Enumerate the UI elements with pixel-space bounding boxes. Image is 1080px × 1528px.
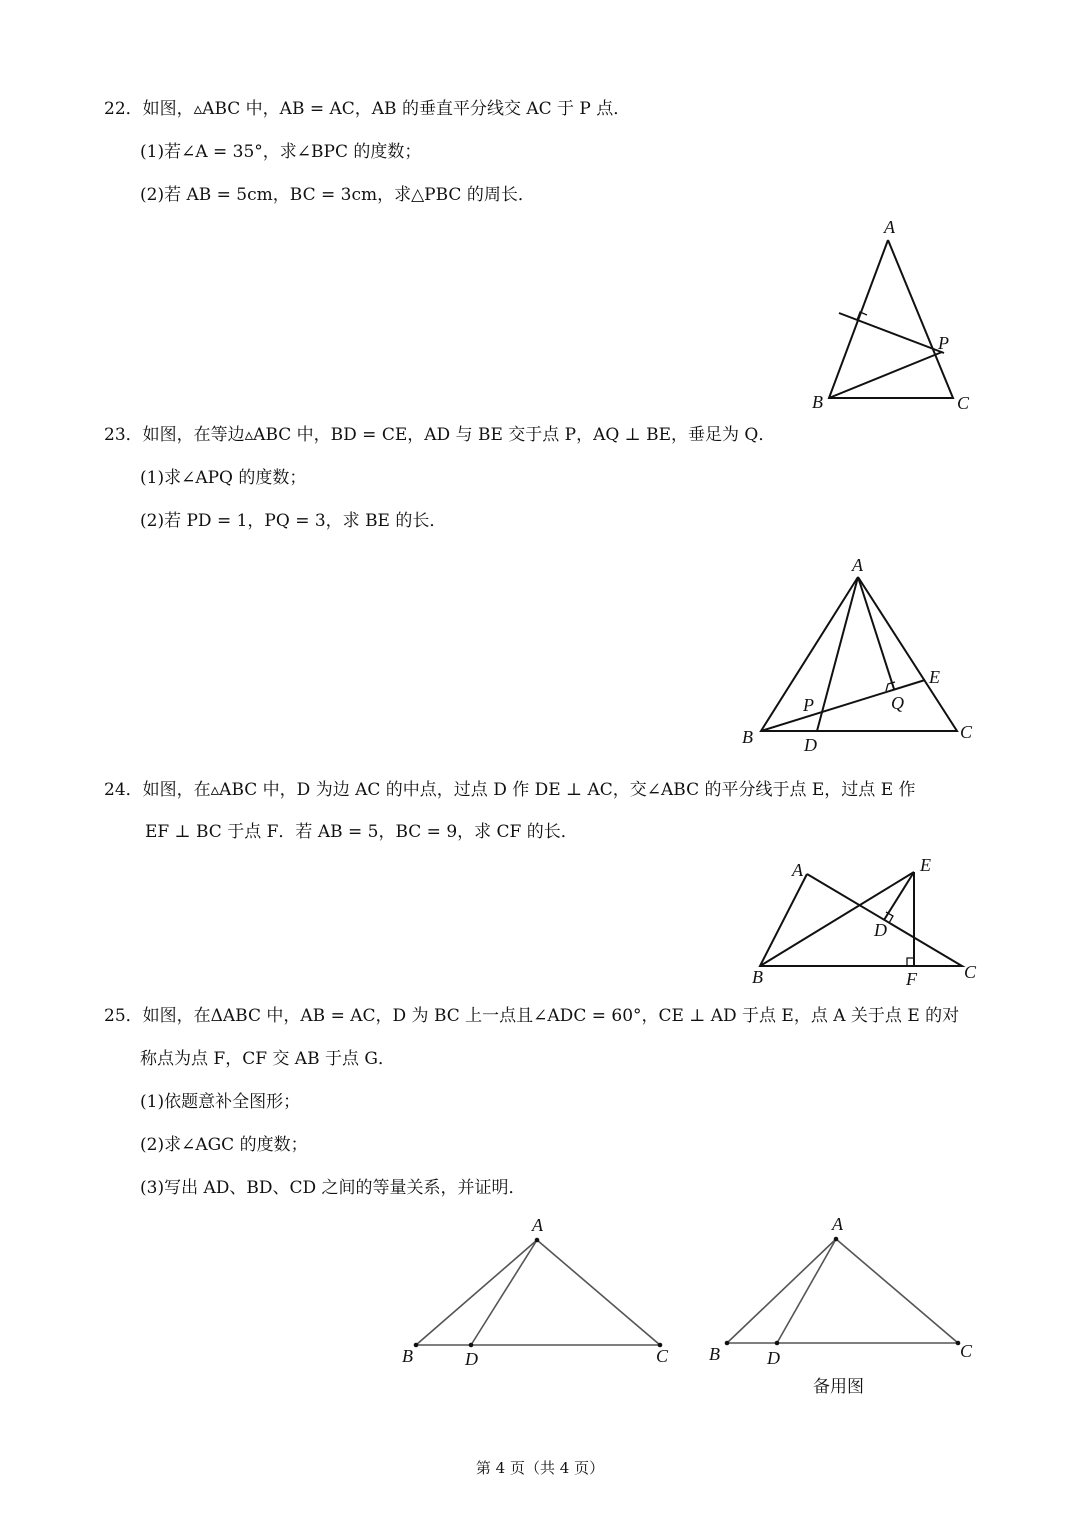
figure-25 <box>416 1240 660 1345</box>
fig22-label-b: B <box>812 392 823 412</box>
fig25b-dot-d <box>775 1341 780 1346</box>
problem-22-part-1: (1)若∠A = 35°，求∠BPC 的度数； <box>140 142 422 162</box>
fig23-label-b: B <box>742 727 753 747</box>
figure-24 <box>760 872 962 966</box>
fig24-label-c: C <box>964 962 977 982</box>
fig22-label-a: A <box>884 217 895 237</box>
fig24-label-d: D <box>874 920 887 940</box>
fig25-label-c: C <box>656 1346 669 1366</box>
fig25-vertex-dots <box>414 1238 663 1348</box>
fig23-triangle-abc <box>761 577 957 731</box>
page-footer: 第 4 页（共 4 页） <box>475 1459 605 1477</box>
fig25b-vertex-dots <box>725 1237 961 1346</box>
fig25-dot-b <box>414 1343 419 1348</box>
fig23-label-e: E <box>929 667 940 687</box>
fig23-label-c: C <box>960 722 973 742</box>
fig23-label-d: D <box>804 735 817 755</box>
fig25-label-a: A <box>532 1215 543 1235</box>
fig23-label-a: A <box>852 555 863 575</box>
fig23-segment-aq <box>858 577 894 689</box>
fig24-label-b: B <box>752 967 763 987</box>
fig25-label-d: D <box>465 1349 478 1369</box>
problem-22-part-2: (2)若 AB = 5cm，BC = 3cm，求△PBC 的周长． <box>140 185 535 205</box>
fig25b-segment-ad <box>777 1239 836 1343</box>
fig24-right-angle-mark-f <box>907 958 914 966</box>
figure-25-backup-labels <box>709 1214 973 1397</box>
problem-23-statement: 23．如图，在等边▵ABC 中，BD = CE，AD 与 BE 交于点 P，AQ ⊥ BE，垂足为 Q． <box>104 425 776 445</box>
problem-25-part-2: (2)求∠AGC 的度数； <box>140 1135 308 1155</box>
problem-25-statement: 25．如图，在ΔABC 中，AB = AC，D 为 BC 上一点且∠ADC = 60°，CE ⊥ AD 于点 E，点 A 关于点 E 的对 <box>104 1006 960 1026</box>
fig22-label-c: C <box>957 393 970 413</box>
fig24-label-a: A <box>792 860 803 880</box>
fig25b-label-a: A <box>832 1214 843 1234</box>
fig25b-triangle-abc <box>727 1239 958 1343</box>
figure-24-labels <box>752 855 977 989</box>
fig25-label-b: B <box>402 1346 413 1366</box>
problem-25-part-1: (1)依题意补全图形； <box>140 1092 301 1112</box>
figure-23 <box>761 577 957 731</box>
problem-24-statement: 24．如图，在▵ABC 中，D 为边 AC 的中点，过点 D 作 DE ⊥ AC，交∠ABC 的平分线于点 E，过点 E 作 <box>104 780 916 800</box>
fig23-label-p: P <box>803 695 814 715</box>
fig25-dot-a <box>535 1238 540 1243</box>
figure-25-backup <box>727 1239 958 1343</box>
fig22-label-p: P <box>938 333 949 353</box>
backup-figure-caption: 备用图 <box>813 1377 864 1397</box>
fig22-triangle-abc <box>829 240 953 398</box>
fig25b-label-d: D <box>767 1348 780 1368</box>
fig24-label-e: E <box>920 855 931 875</box>
problem-25-statement-cont: 称点为点 F，CF 交 AB 于点 G． <box>140 1049 395 1069</box>
fig25-dot-d <box>469 1343 474 1348</box>
fig24-triangle-abc <box>760 874 962 966</box>
fig25b-dot-b <box>725 1341 730 1346</box>
fig24-label-f: F <box>906 969 917 989</box>
problem-22-statement: 22．如图，▵ABC 中，AB = AC，AB 的垂直平分线交 AC 于 P 点． <box>104 99 631 119</box>
fig25b-label-b: B <box>709 1344 720 1364</box>
figure-22 <box>829 240 953 398</box>
problem-23-part-2: (2)若 PD = 1，PQ = 3，求 BE 的长． <box>140 511 447 531</box>
fig25-triangle-abc <box>416 1240 660 1345</box>
problem-24-statement-cont: EF ⊥ BC 于点 F．若 AB = 5，BC = 9，求 CF 的长． <box>145 822 578 842</box>
figure-25-labels <box>402 1215 669 1369</box>
fig23-label-q: Q <box>891 693 904 713</box>
fig25b-dot-a <box>834 1237 839 1242</box>
fig25-segment-ad <box>471 1240 537 1345</box>
fig22-perpendicular-bisector <box>839 313 944 353</box>
figure-23-labels <box>742 555 973 755</box>
fig22-segment-bp <box>829 352 942 398</box>
fig25b-label-c: C <box>960 1341 973 1361</box>
problem-23-part-1: (1)求∠APQ 的度数； <box>140 468 307 488</box>
problem-25-part-3: (3)写出 AD、BD、CD 之间的等量关系，并证明． <box>140 1178 526 1198</box>
